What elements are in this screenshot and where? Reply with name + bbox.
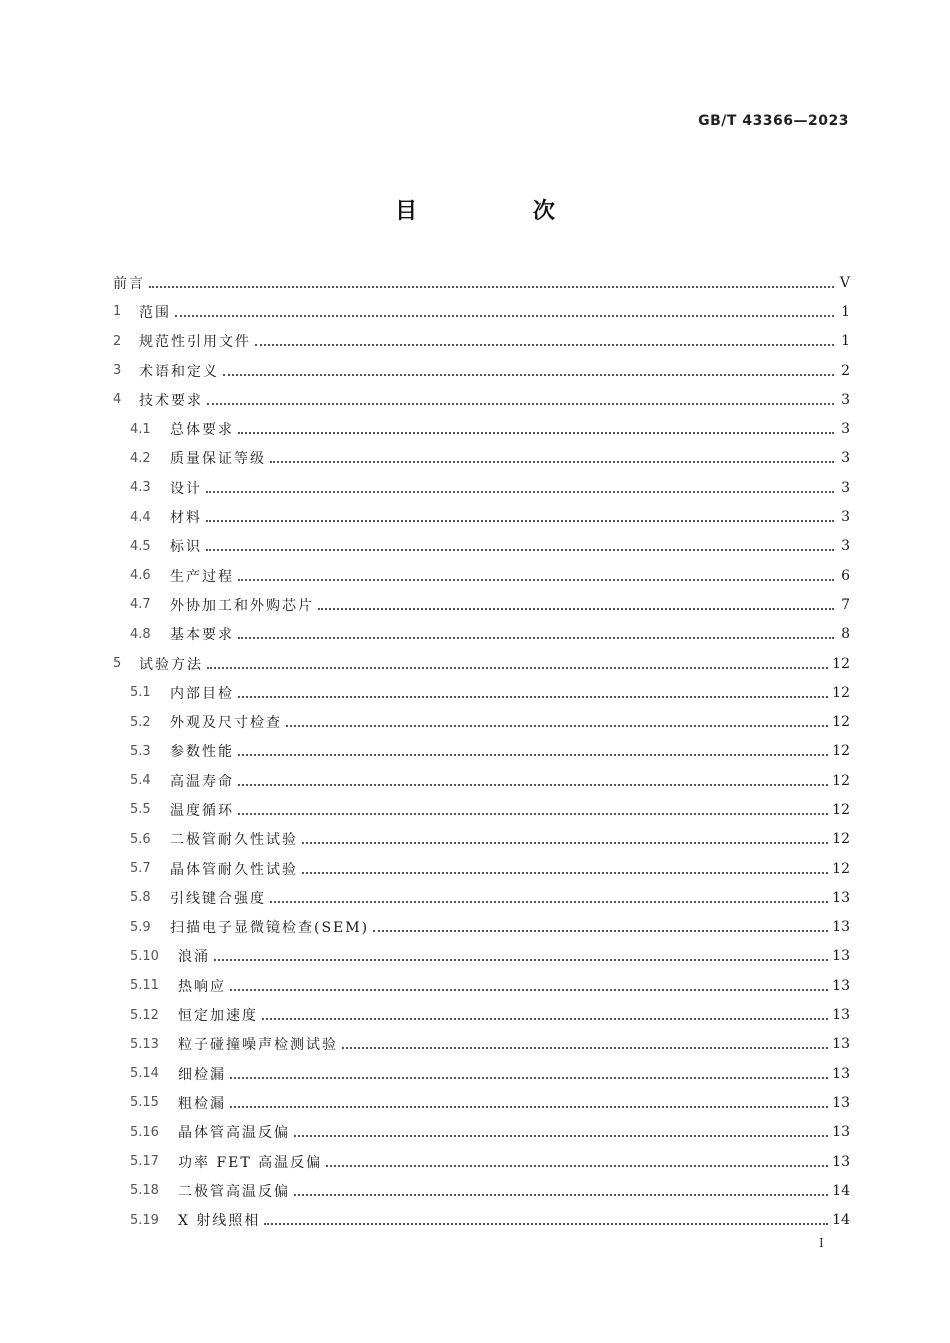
toc-entry-page: 12 [832,655,850,672]
toc-entry[interactable] [113,385,850,414]
toc-entry[interactable] [113,737,850,766]
toc-entry-label: 标识 [170,539,202,556]
toc-entry-label: 总体要求 [170,422,234,439]
dot-leader [238,784,828,786]
dot-leader [206,520,834,522]
toc-entry-label: 二极管耐久性试验 [170,832,298,849]
dot-leader [238,637,834,639]
dot-leader [238,432,834,434]
toc-entry-page: 8 [841,626,850,643]
toc-entry-page: 3 [841,421,850,438]
toc-entry-number: 4.3 [130,480,151,496]
page-title: 目 次 [395,199,609,224]
toc-entry-page: 6 [841,567,850,584]
dot-leader [294,1194,828,1196]
toc-entry-number: 5.6 [130,831,151,847]
standard-number: GB/T 43366—2023 [698,113,849,129]
toc-entry[interactable] [113,942,850,971]
toc-entry-page: 12 [832,684,850,701]
toc-entry[interactable] [113,971,850,1000]
toc-entry-label: 浪涌 [178,949,210,966]
toc-entry-label: 外协加工和外购芯片 [170,597,314,614]
toc-entry-page: 13 [832,919,850,936]
dot-leader [373,930,828,932]
dot-leader [149,286,834,288]
toc-entry-page: 12 [832,714,850,731]
toc-entry-label: 温度循环 [170,802,234,819]
toc-entry-page: 13 [832,1007,850,1024]
dot-leader [206,491,834,493]
toc-entry[interactable] [113,297,850,326]
dot-leader [270,901,828,903]
dot-leader [206,549,834,551]
dot-leader [302,842,828,844]
toc-entry-number: 4.6 [130,568,151,584]
toc-entry-page: 13 [832,1036,850,1053]
dot-leader [238,813,828,815]
toc-entry-number: 5.8 [130,890,151,906]
dot-leader [262,1018,828,1020]
toc-entry-page: 7 [841,596,850,613]
toc-entry-label: 晶体管高温反偏 [178,1125,290,1142]
toc-entry[interactable] [113,1206,850,1235]
toc-entry-label: X 射线照相 [178,1213,261,1230]
toc-entry[interactable] [113,649,850,678]
toc-entry-label: 内部目检 [170,685,234,702]
toc-entry-label: 参数性能 [170,744,234,761]
toc-entry-label: 范围 [139,304,171,321]
dot-leader [207,403,834,405]
toc-entry[interactable] [113,1176,850,1205]
toc-entry[interactable] [113,444,850,473]
toc-entry-label: 二极管高温反偏 [178,1183,290,1200]
toc-entry[interactable] [113,1059,850,1088]
toc-entry-number: 4.1 [130,421,151,437]
toc-entry-label: 外观及尺寸检查 [170,715,282,732]
dot-leader [175,315,834,317]
toc-entry[interactable] [113,590,850,619]
toc-entry-page: 13 [832,1153,850,1170]
toc-entry-page: 3 [841,538,850,555]
toc-entry-number: 5.18 [130,1183,159,1199]
toc-entry[interactable] [113,532,850,561]
dot-leader [238,579,834,581]
toc-entry-page: 3 [841,391,850,408]
dot-leader [230,989,828,991]
toc-entry-number: 3 [113,363,122,379]
toc-entry-label: 功率 FET 高温反偏 [178,1154,323,1171]
toc-entry-number: 5.5 [130,802,151,818]
toc-entry[interactable] [113,854,850,883]
toc-entry-page: 13 [832,1094,850,1111]
dot-leader [286,725,828,727]
toc-entry-label: 高温寿命 [170,773,234,790]
toc-entry-number: 4 [113,392,122,408]
toc-entry[interactable] [113,795,850,824]
toc-entry[interactable] [113,707,850,736]
toc-entry-label: 质量保证等级 [170,451,266,468]
toc-entry-page: 13 [832,977,850,994]
toc-entry-number: 5.14 [130,1066,159,1082]
toc-entry[interactable] [113,473,850,502]
toc-entry-number: 4.2 [130,450,151,466]
toc-entry-page: 12 [832,743,850,760]
toc-entry-label: 扫描电子显微镜检查(SEM) [170,920,370,937]
toc-entry-page: 14 [832,1212,850,1229]
toc-entry[interactable] [113,678,850,707]
dot-leader [230,1077,828,1079]
toc-entry-label: 试验方法 [139,656,203,673]
dot-leader [255,344,834,346]
toc-entry-number: 5.13 [130,1036,159,1052]
toc-entry-number: 4.4 [130,509,151,525]
dot-leader [294,1135,828,1137]
toc-entry-label: 引线键合强度 [170,890,266,907]
toc-entry-page: 14 [832,1182,850,1199]
toc-entry-number: 5.4 [130,773,151,789]
toc-entry-page: 13 [832,1124,850,1141]
dot-leader [238,754,828,756]
toc-entry-label: 前言 [113,275,145,292]
toc-entry[interactable] [113,1088,850,1117]
toc-entry-label: 晶体管耐久性试验 [170,861,298,878]
dot-leader [238,696,828,698]
toc-entry-number: 5.19 [130,1212,159,1228]
toc-entry-page: 1 [841,303,850,320]
toc-entry[interactable] [113,1000,850,1029]
toc-entry-page: 12 [832,860,850,877]
toc-entry-label: 技术要求 [139,392,203,409]
toc-entry-page: 13 [832,948,850,965]
dot-leader [318,608,834,610]
dot-leader [264,1223,828,1225]
toc-entry[interactable] [113,327,850,356]
toc-entry-number: 5.16 [130,1124,159,1140]
toc-entry-number: 5.3 [130,743,151,759]
toc-entry-number: 5.15 [130,1095,159,1111]
dot-leader [207,667,828,669]
toc-entry-number: 2 [113,333,122,349]
toc-entry-page: 12 [832,801,850,818]
toc-entry-number: 4.7 [130,597,151,613]
toc-entry[interactable] [113,1118,850,1147]
toc-entry[interactable] [113,356,850,385]
toc-entry-label: 设计 [170,480,202,497]
toc-entry-label: 规范性引用文件 [139,334,251,351]
toc-entry-label: 生产过程 [170,568,234,585]
dot-leader [342,1047,828,1049]
toc-entry[interactable] [113,502,850,531]
dot-leader [223,374,834,376]
toc-entry-page: 3 [841,509,850,526]
toc-entry-number: 1 [113,304,122,320]
toc-entry[interactable] [113,561,850,590]
toc-entry-page: 12 [832,831,850,848]
toc-entry-number: 5.1 [130,685,151,701]
toc-entry-label: 细检漏 [178,1066,226,1083]
toc-entry-page: 13 [832,889,850,906]
toc-entry[interactable] [113,268,850,297]
toc-entry-label: 粗检漏 [178,1095,226,1112]
dot-leader [214,959,828,961]
dot-leader [302,872,828,874]
toc-entry-label: 恒定加速度 [178,1008,258,1025]
toc-entry-page: 3 [841,479,850,496]
toc-entry-page: 3 [841,450,850,467]
toc-entry-number: 5.2 [130,714,151,730]
toc-entry-number: 5.7 [130,861,151,877]
toc-entry[interactable] [113,825,850,854]
toc-entry-number: 4.5 [130,538,151,554]
toc-entry-number: 5.10 [130,948,159,964]
dot-leader [326,1165,828,1167]
table-of-contents [113,268,850,1235]
toc-entry[interactable] [113,414,850,443]
toc-entry-label: 粒子碰撞噪声检测试验 [178,1037,338,1054]
toc-entry-number: 5.12 [130,1007,159,1023]
toc-entry-label: 热响应 [178,978,226,995]
toc-entry-number: 5 [113,656,122,671]
toc-entry-page: 13 [832,1065,850,1082]
footer-page-number: I [819,1236,824,1250]
toc-entry[interactable] [113,913,850,942]
toc-entry[interactable] [113,1030,850,1059]
toc-entry-number: 5.11 [130,978,159,994]
toc-entry-number: 4.8 [130,626,151,642]
toc-entry-label: 基本要求 [170,627,234,644]
toc-entry-label: 术语和定义 [139,363,219,380]
toc-entry-page: 12 [832,772,850,789]
toc-entry[interactable] [113,620,850,649]
toc-entry-page: 2 [841,362,850,379]
toc-entry-page: V [839,274,850,291]
toc-entry-label: 材料 [170,510,202,527]
toc-entry[interactable] [113,766,850,795]
toc-entry[interactable] [113,883,850,912]
toc-entry-number: 5.17 [130,1154,159,1170]
toc-entry-number: 5.9 [130,919,151,935]
toc-entry[interactable] [113,1147,850,1176]
dot-leader [230,1106,828,1108]
toc-entry-page: 1 [841,333,850,350]
dot-leader [270,461,834,463]
